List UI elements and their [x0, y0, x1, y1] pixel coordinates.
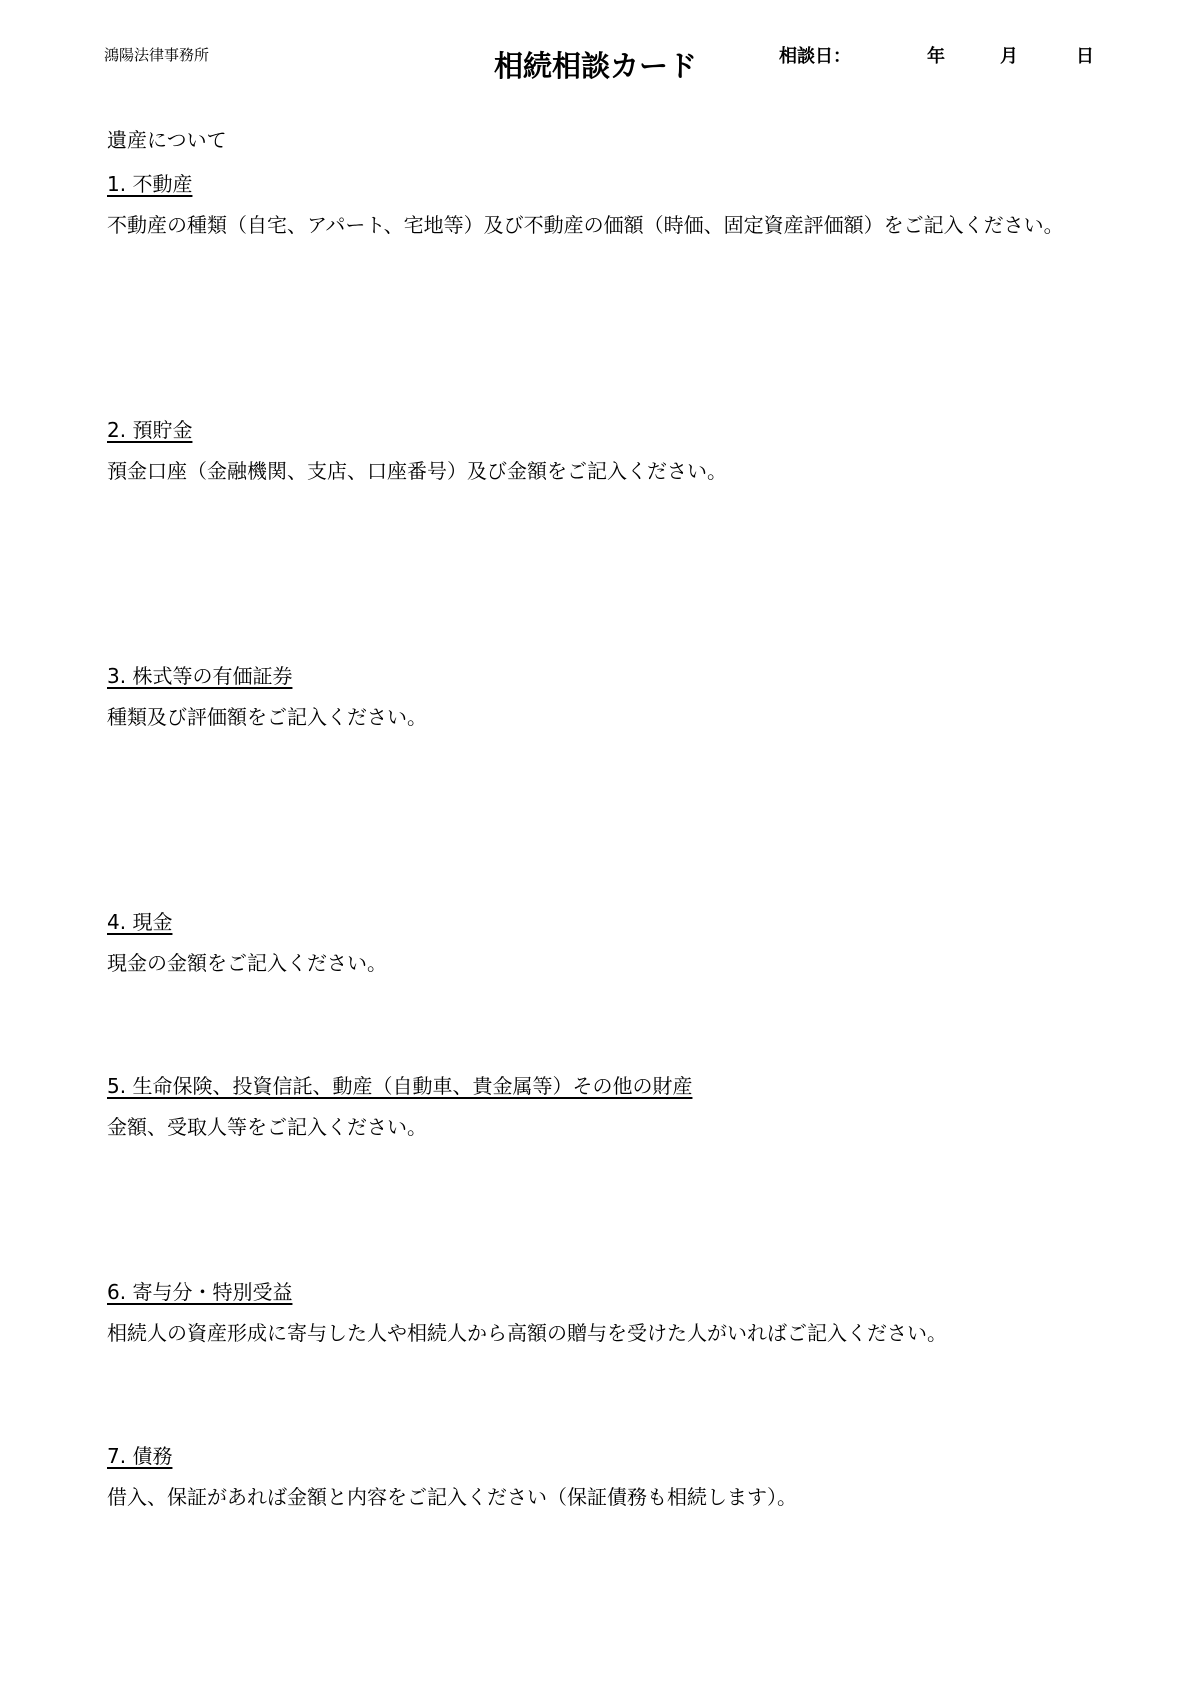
section-cash — [107, 910, 387, 975]
section-heading: 2. 預貯金 — [107, 418, 193, 442]
section-description: 不動産の種類（自宅、アパート、宅地等）及び不動産の価額（時価、固定資産評価額）をご記入ください。 — [107, 213, 1064, 237]
section-other-assets — [107, 1074, 692, 1139]
section-real-estate — [107, 172, 1064, 237]
section-heading: 6. 寄与分・特別受益 — [107, 1280, 293, 1304]
section-debts — [107, 1444, 797, 1509]
section-description: 預金口座（金融機関、支店、口座番号）及び金額をご記入ください。 — [107, 459, 727, 483]
section-description: 現金の金額をご記入ください。 — [107, 951, 387, 975]
section-description: 借入、保証があれば金額と内容をご記入ください（保証債務も相続します）。 — [107, 1485, 797, 1509]
section-heading: 1. 不動産 — [107, 172, 193, 196]
section-description: 金額、受取人等をご記入ください。 — [107, 1115, 427, 1139]
intro-heading: 遺産について — [107, 128, 227, 152]
section-heading: 3. 株式等の有価証券 — [107, 664, 293, 688]
section-heading: 7. 債務 — [107, 1444, 173, 1468]
section-heading: 4. 現金 — [107, 910, 173, 934]
page-title: 相続相談カード — [494, 49, 698, 83]
section-securities — [107, 664, 427, 729]
date-year-label: 年 — [927, 46, 945, 67]
section-contribution-special-benefit — [107, 1280, 947, 1345]
date-month-label: 月 — [1000, 46, 1018, 67]
firm-name: 鴻陽法律事務所 — [104, 46, 210, 64]
section-description: 相続人の資産形成に寄与した人や相続人から高額の贈与を受けた人がいればご記入ください。 — [107, 1321, 947, 1345]
section-description: 種類及び評価額をご記入ください。 — [107, 705, 427, 729]
date-day-label: 日 — [1076, 46, 1094, 67]
consultation-date-label: 相談日： — [779, 46, 851, 67]
section-heading: 5. 生命保険、投資信託、動産（自動車、貴金属等）その他の財産 — [107, 1074, 693, 1098]
section-savings — [107, 418, 727, 483]
